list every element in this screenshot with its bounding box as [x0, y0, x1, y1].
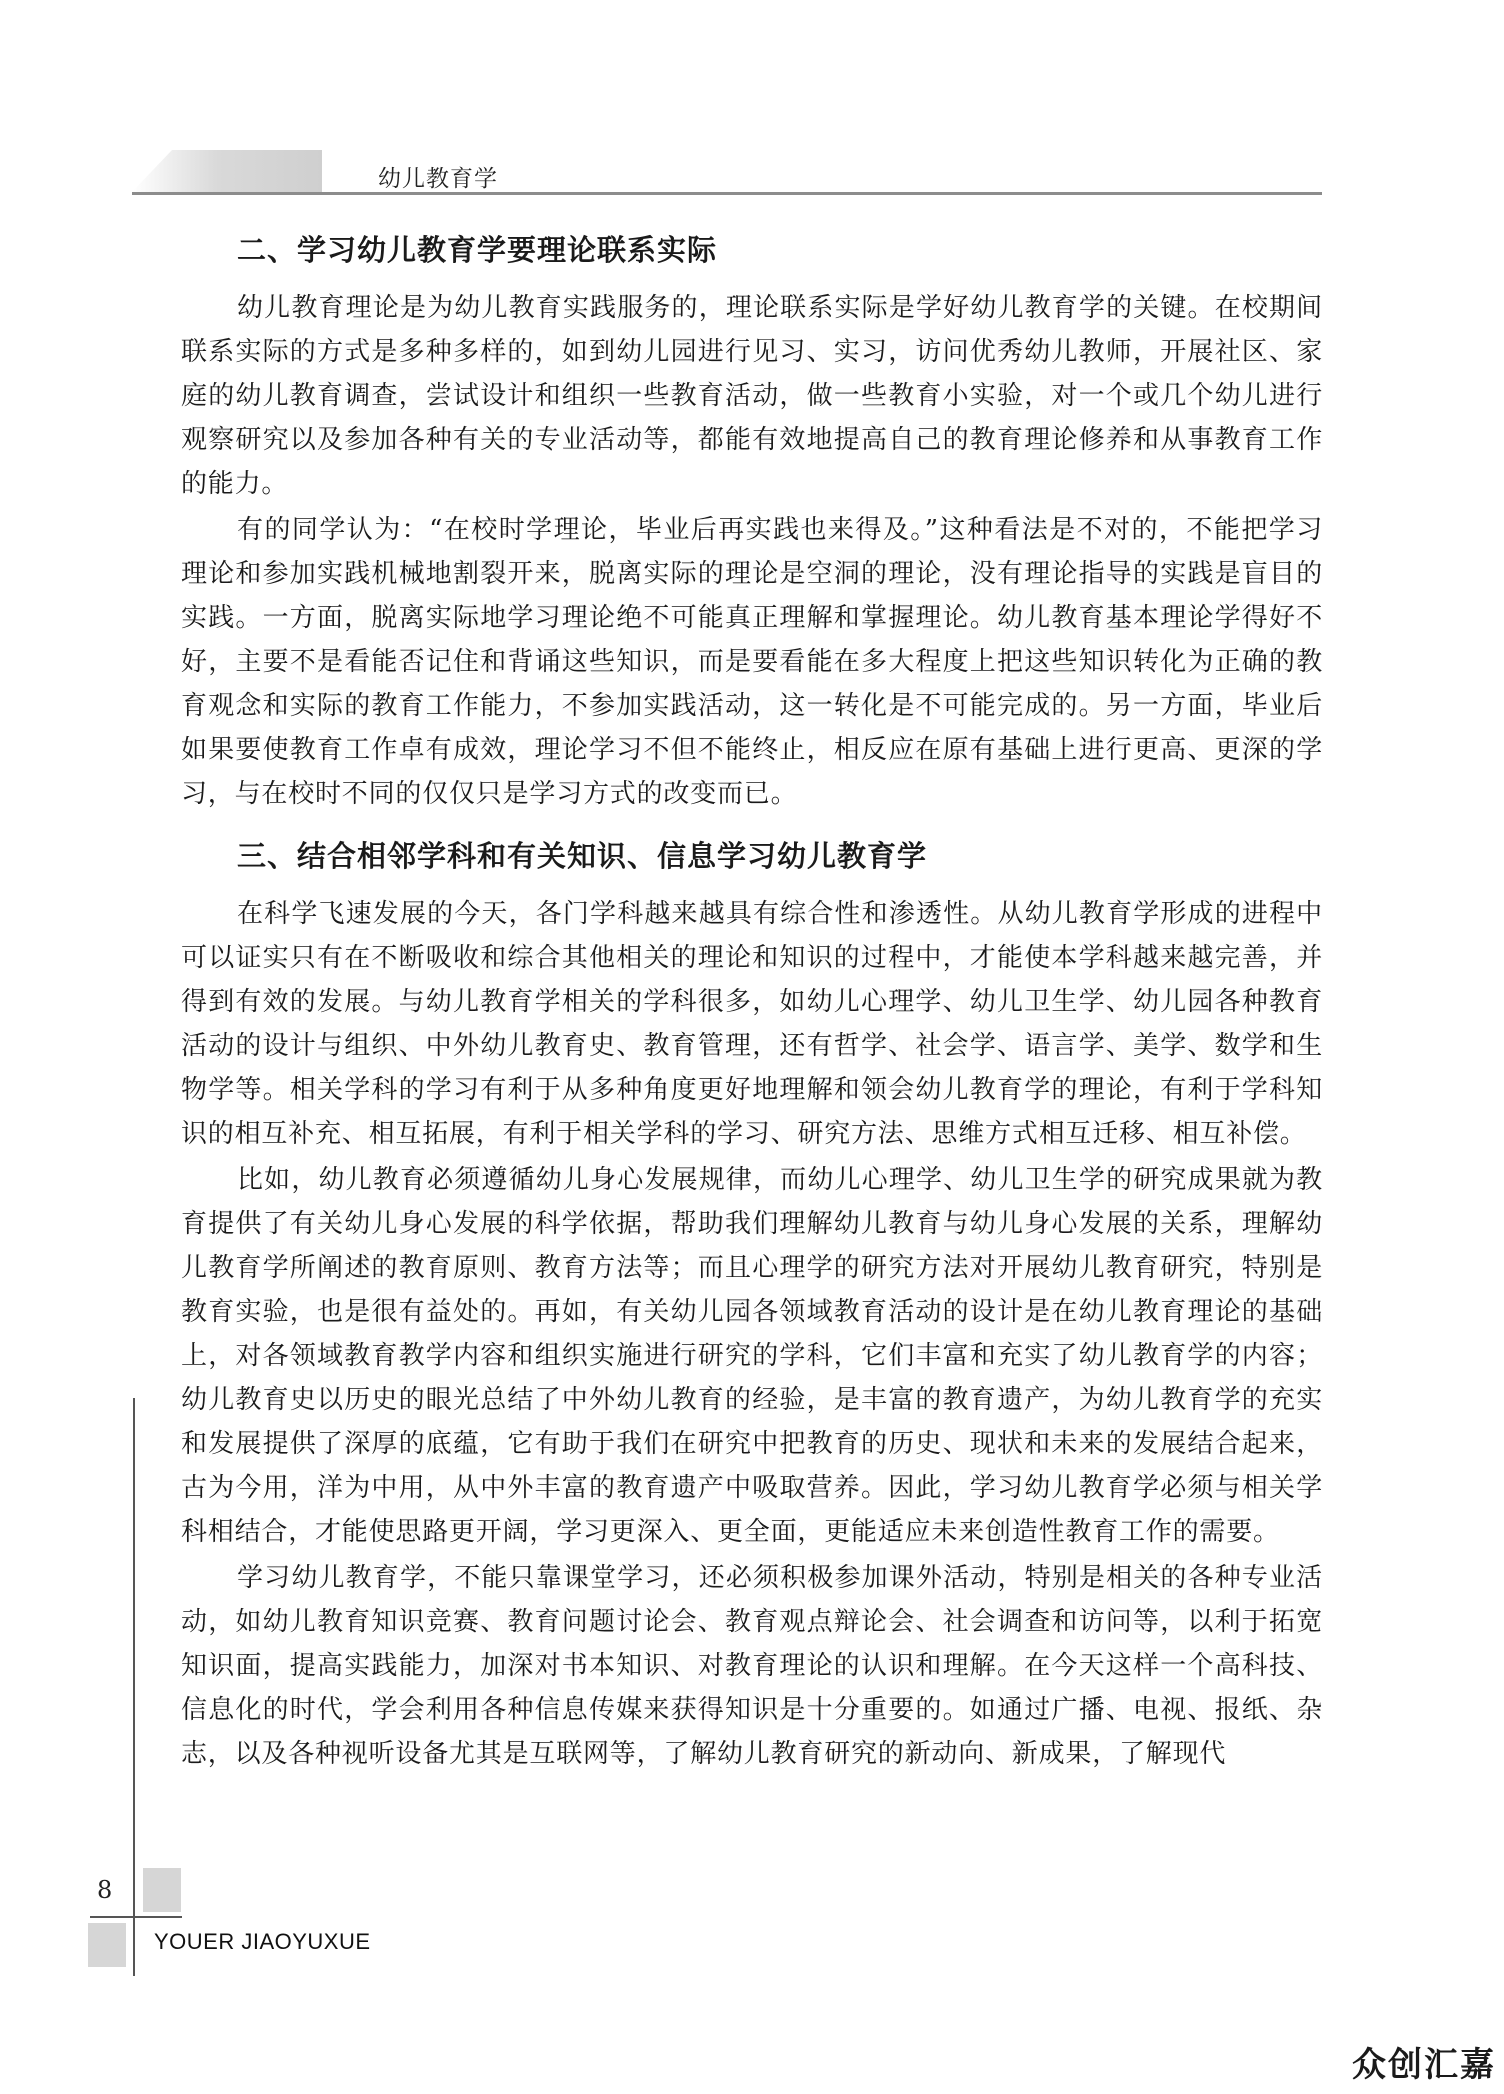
footer-horizontal-rule: [90, 1916, 182, 1918]
header-decoration: [132, 150, 322, 192]
paragraph: 在科学飞速发展的今天，各门学科越来越具有综合性和渗透性。从幼儿教育学形成的进程中可以证实只有在不断吸收和综合其他相关的理论和知识的过程中，才能使本学科越来越完善，并得到有效的发展。与幼儿教育学相关的学科很多，如幼儿心理学、幼儿卫生学、幼儿园各种教育活动的设计与组织、中外幼儿教育史、教育管理，还有哲学、社会学、语言学、美学、数学和生物学等。相关学科的学习有利于从多种角度更好地理解和领会幼儿教育学的理论，有利于学科知识的相互补充、相互拓展，有利于相关学科的学习、研究方法、思维方式相互迁移、相互补偿。: [181, 899, 1323, 1149]
running-header-title: 幼儿教育学: [378, 166, 498, 192]
section-heading: 三、结合相邻学科和有关知识、信息学习幼儿教育学: [237, 839, 928, 873]
watermark-logo: 众创汇嘉: [1352, 2045, 1496, 2085]
paragraph: 比如，幼儿教育必须遵循幼儿身心发展规律，而幼儿心理学、幼儿卫生学的研究成果就为教育提供了有关幼儿身心发展的科学依据，帮助我们理解幼儿教育与幼儿身心发展的关系，理解幼儿教育学所阐述的教育原则、教育方法等；而且心理学的研究方法对开展幼儿教育研究，特别是教育实验，也是很有益处的。再如，有关幼儿园各领域教育活动的设计是在幼儿教育理论的基础上，对各领域教育教学内容和组织实施进行研究的学科，它们丰富和充实了幼儿教育学的内容；幼儿教育史以历史的眼光总结了中外幼儿教育的经验，是丰富的教育遗产，为幼儿教育学的充实和发展提供了深厚的底蕴，它有助于我们在研究中把教育的历史、现状和未来的发展结合起来，古为今用，洋为中用，从中外丰富的教育遗产中吸取营养。因此，学习幼儿教育学必须与相关学科相结合，才能使思路更开阔，学习更深入、更全面，更能适应未来创造性教育工作的需要。: [181, 1165, 1323, 1547]
book-code: YOUER JIAOYUXUE: [154, 1929, 371, 1954]
paragraph: 有的同学认为：“在校时学理论，毕业后再实践也来得及。”这种看法是不对的，不能把学习理论和参加实践机械地割裂开来，脱离实际的理论是空洞的理论，没有理论指导的实践是盲目的实践。一方面，脱离实际地学习理论绝不可能真正理解和掌握理论。幼儿教育基本理论学得好不好，主要不是看能否记住和背诵这些知识，而是要看能在多大程度上把这些知识转化为正确的教育观念和实际的教育工作能力，不参加实践活动，这一转化是不可能完成的。另一方面，毕业后如果要使教育工作卓有成效，理论学习不但不能终止，相反应在原有基础上进行更高、更深的学习，与在校时不同的仅仅只是学习方式的改变而已。: [181, 515, 1323, 809]
page-body: [181, 226, 1323, 1778]
header-rule: [132, 192, 1322, 195]
footer-decoration-box: [88, 1923, 126, 1967]
footer-vertical-rule: [133, 1398, 135, 1976]
paragraph: 幼儿教育理论是为幼儿教育实践服务的，理论联系实际是学好幼儿教育学的关键。在校期间联系实际的方式是多种多样的，如到幼儿园进行见习、实习，访问优秀幼儿教师，开展社区、家庭的幼儿教育调查，尝试设计和组织一些教育活动，做一些教育小实验，对一个或几个幼儿进行观察研究以及参加各种有关的专业活动等，都能有效地提高自己的教育理论修养和从事教育工作的能力。: [181, 293, 1323, 499]
page-number: 8: [97, 1876, 113, 1904]
section-heading: 二、学习幼儿教育学要理论联系实际: [237, 233, 718, 267]
footer-decoration-box: [143, 1868, 181, 1912]
paragraph: 学习幼儿教育学，不能只靠课堂学习，还必须积极参加课外活动，特别是相关的各种专业活动，如幼儿教育知识竞赛、教育问题讨论会、教育观点辩论会、社会调查和访问等，以利于拓宽知识面，提高实践能力，加深对书本知识、对教育理论的认识和理解。在今天这样一个高科技、信息化的时代，学会利用各种信息传媒来获得知识是十分重要的。如通过广播、电视、报纸、杂志，以及各种视听设备尤其是互联网等，了解幼儿教育研究的新动向、新成果，了解现代: [181, 1563, 1323, 1769]
